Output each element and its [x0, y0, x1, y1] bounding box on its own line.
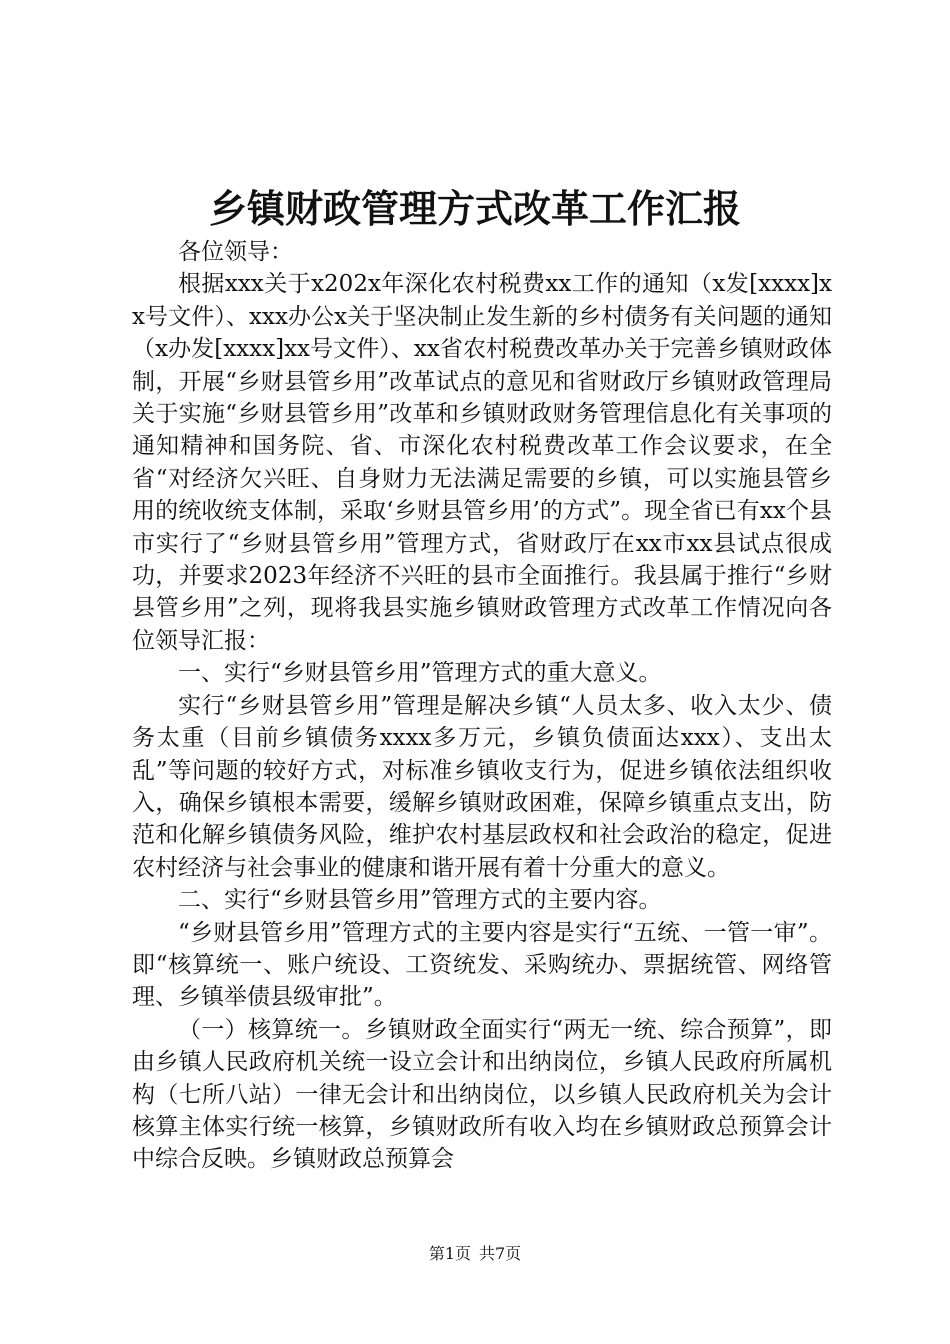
salutation: 各位领导： [178, 239, 293, 265]
section-heading-1: 一、实行“乡财县管乡用”管理方式的重大意义。 [178, 660, 662, 687]
page-number: 第1页 [428, 1244, 471, 1263]
paragraph-main-content: “乡财县管乡用”管理方式的主要内容是实行“五统、一管一审”。即“核算统一、账户统设、工资统发、采购统办、票据统管、网络管理、乡镇举债县级审批”。 [132, 919, 832, 1011]
section-heading-2: 二、实行“乡财县管乡用”管理方式的主要内容。 [178, 887, 662, 914]
document-title: 乡镇财政管理方式改革工作汇报 [208, 186, 741, 231]
page-total: 共7页 [479, 1244, 522, 1263]
paragraph-intro: 根据xxx关于x202x年深化农村税费xx工作的通知（x发[xxxx]xx号文件）、xxx办公x关于坚决制止发生新的乡村债务有关问题的通知（x办发[xxxx]xx号文件）、xx省农村税费改革办关于完善乡镇财政体制，开展“乡财县管乡用”改革试点的意见和省财政厅乡镇财政管理局关于实施“乡财县管乡用”改革和乡镇财政财务管理信息化有关事项的通知精神和国务院、省、市深化农村税费改革工作会议要求，在全省“对经济欠兴旺、自身财力无法满足需要的乡镇，可以实施县管乡用的统收统支体制，采取‘乡财县管乡用’的方式”。现全省已有xx个县市实行了“乡财县管乡用”管理方式，省财政厅在xx市xx县试点很成功，并要求2023年经济不兴旺的县市全面推行。我县属于推行“乡财县管乡用”之列，现将我县实施乡镇财政管理方式改革工作情况向各位领导汇报： [132, 271, 832, 654]
page-footer [0, 1242, 950, 1266]
paragraph-accounting-unification: （一）核算统一。乡镇财政全面实行“两无一统、综合预算”，即由乡镇人民政府机关统一设立会计和出纳岗位，乡镇人民政府所属机构（七所八站）一律无会计和出纳岗位，以乡镇人民政府机关为会计核算主体实行统一核算，乡镇财政所有收入均在乡镇财政总预算会计中综合反映。乡镇财政总预算会 [132, 1016, 832, 1173]
document-body [132, 236, 832, 1176]
paragraph-significance: 实行“乡财县管乡用”管理是解决乡镇“人员太多、收入太少、债务太重（目前乡镇债务xxxx多万元，乡镇负债面达xxx）、支出太乱”等问题的较好方式，对标准乡镇收支行为，促进乡镇依法组织收入，确保乡镇根本需要，缓解乡镇财政困难，保障乡镇重点支出，防范和化解乡镇债务风险，维护农村基层政权和社会政治的稳定，促进农村经济与社会事业的健康和谐开展有着十分重大的意义。 [132, 692, 832, 881]
